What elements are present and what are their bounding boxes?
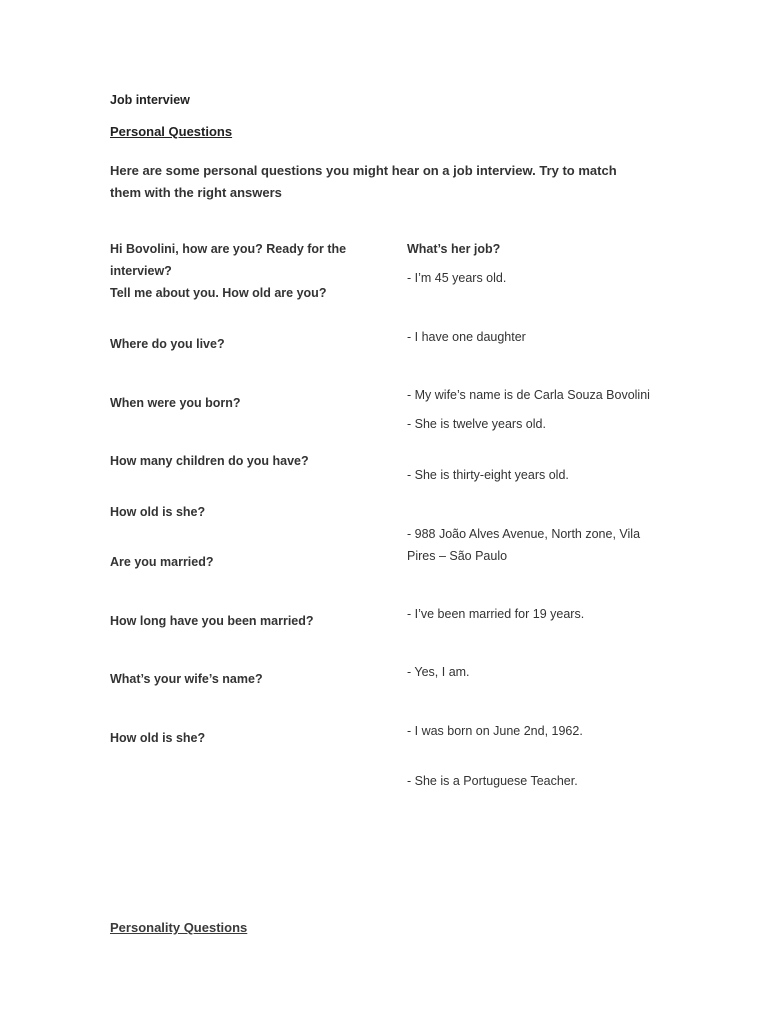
answer-item: - 988 João Alves Avenue, North zone, Vila Pires – São Paulo <box>407 527 641 563</box>
question-item: How old is she? <box>110 731 206 745</box>
question-item: What’s your wife’s name? <box>110 672 263 686</box>
answer-item: - I’ve been married for 19 years. <box>407 607 585 621</box>
answer-item: - My wife’s name is de Carla Souza Bovolini <box>407 388 650 402</box>
question-item: When were you born? <box>110 396 241 410</box>
question-item: How long have you been married? <box>110 614 314 628</box>
answer-item: - I’m 45 years old. <box>407 271 507 285</box>
question-item <box>110 238 370 304</box>
question-item: How old is she? <box>110 505 206 519</box>
question-item: Are you married? <box>110 555 214 569</box>
answer-item: - I was born on June 2nd, 1962. <box>407 724 583 738</box>
answer-item: - She is thirty-eight years old. <box>407 468 569 482</box>
answer-item: - I have one daughter <box>407 330 526 344</box>
intro-paragraph: Here are some personal questions you might hear on a job interview. Try to match them with the right answers <box>110 163 617 200</box>
answer-item: - She is twelve years old. <box>407 417 546 431</box>
question-text: Hi Bovolini, how are you? Ready for the interview? <box>110 242 347 278</box>
question-item: How many children do you have? <box>110 454 309 468</box>
answer-item: - Yes, I am. <box>407 665 470 679</box>
section-heading-personality-questions: Personality Questions <box>110 920 248 935</box>
document-title: Job interview <box>110 93 190 107</box>
answer-item: What’s her job? <box>407 242 501 256</box>
answer-item: - She is a Portuguese Teacher. <box>407 774 578 788</box>
question-item: Where do you live? <box>110 337 225 351</box>
question-text: Tell me about you. How old are you? <box>110 286 327 300</box>
section-heading-personal-questions: Personal Questions <box>110 124 233 139</box>
